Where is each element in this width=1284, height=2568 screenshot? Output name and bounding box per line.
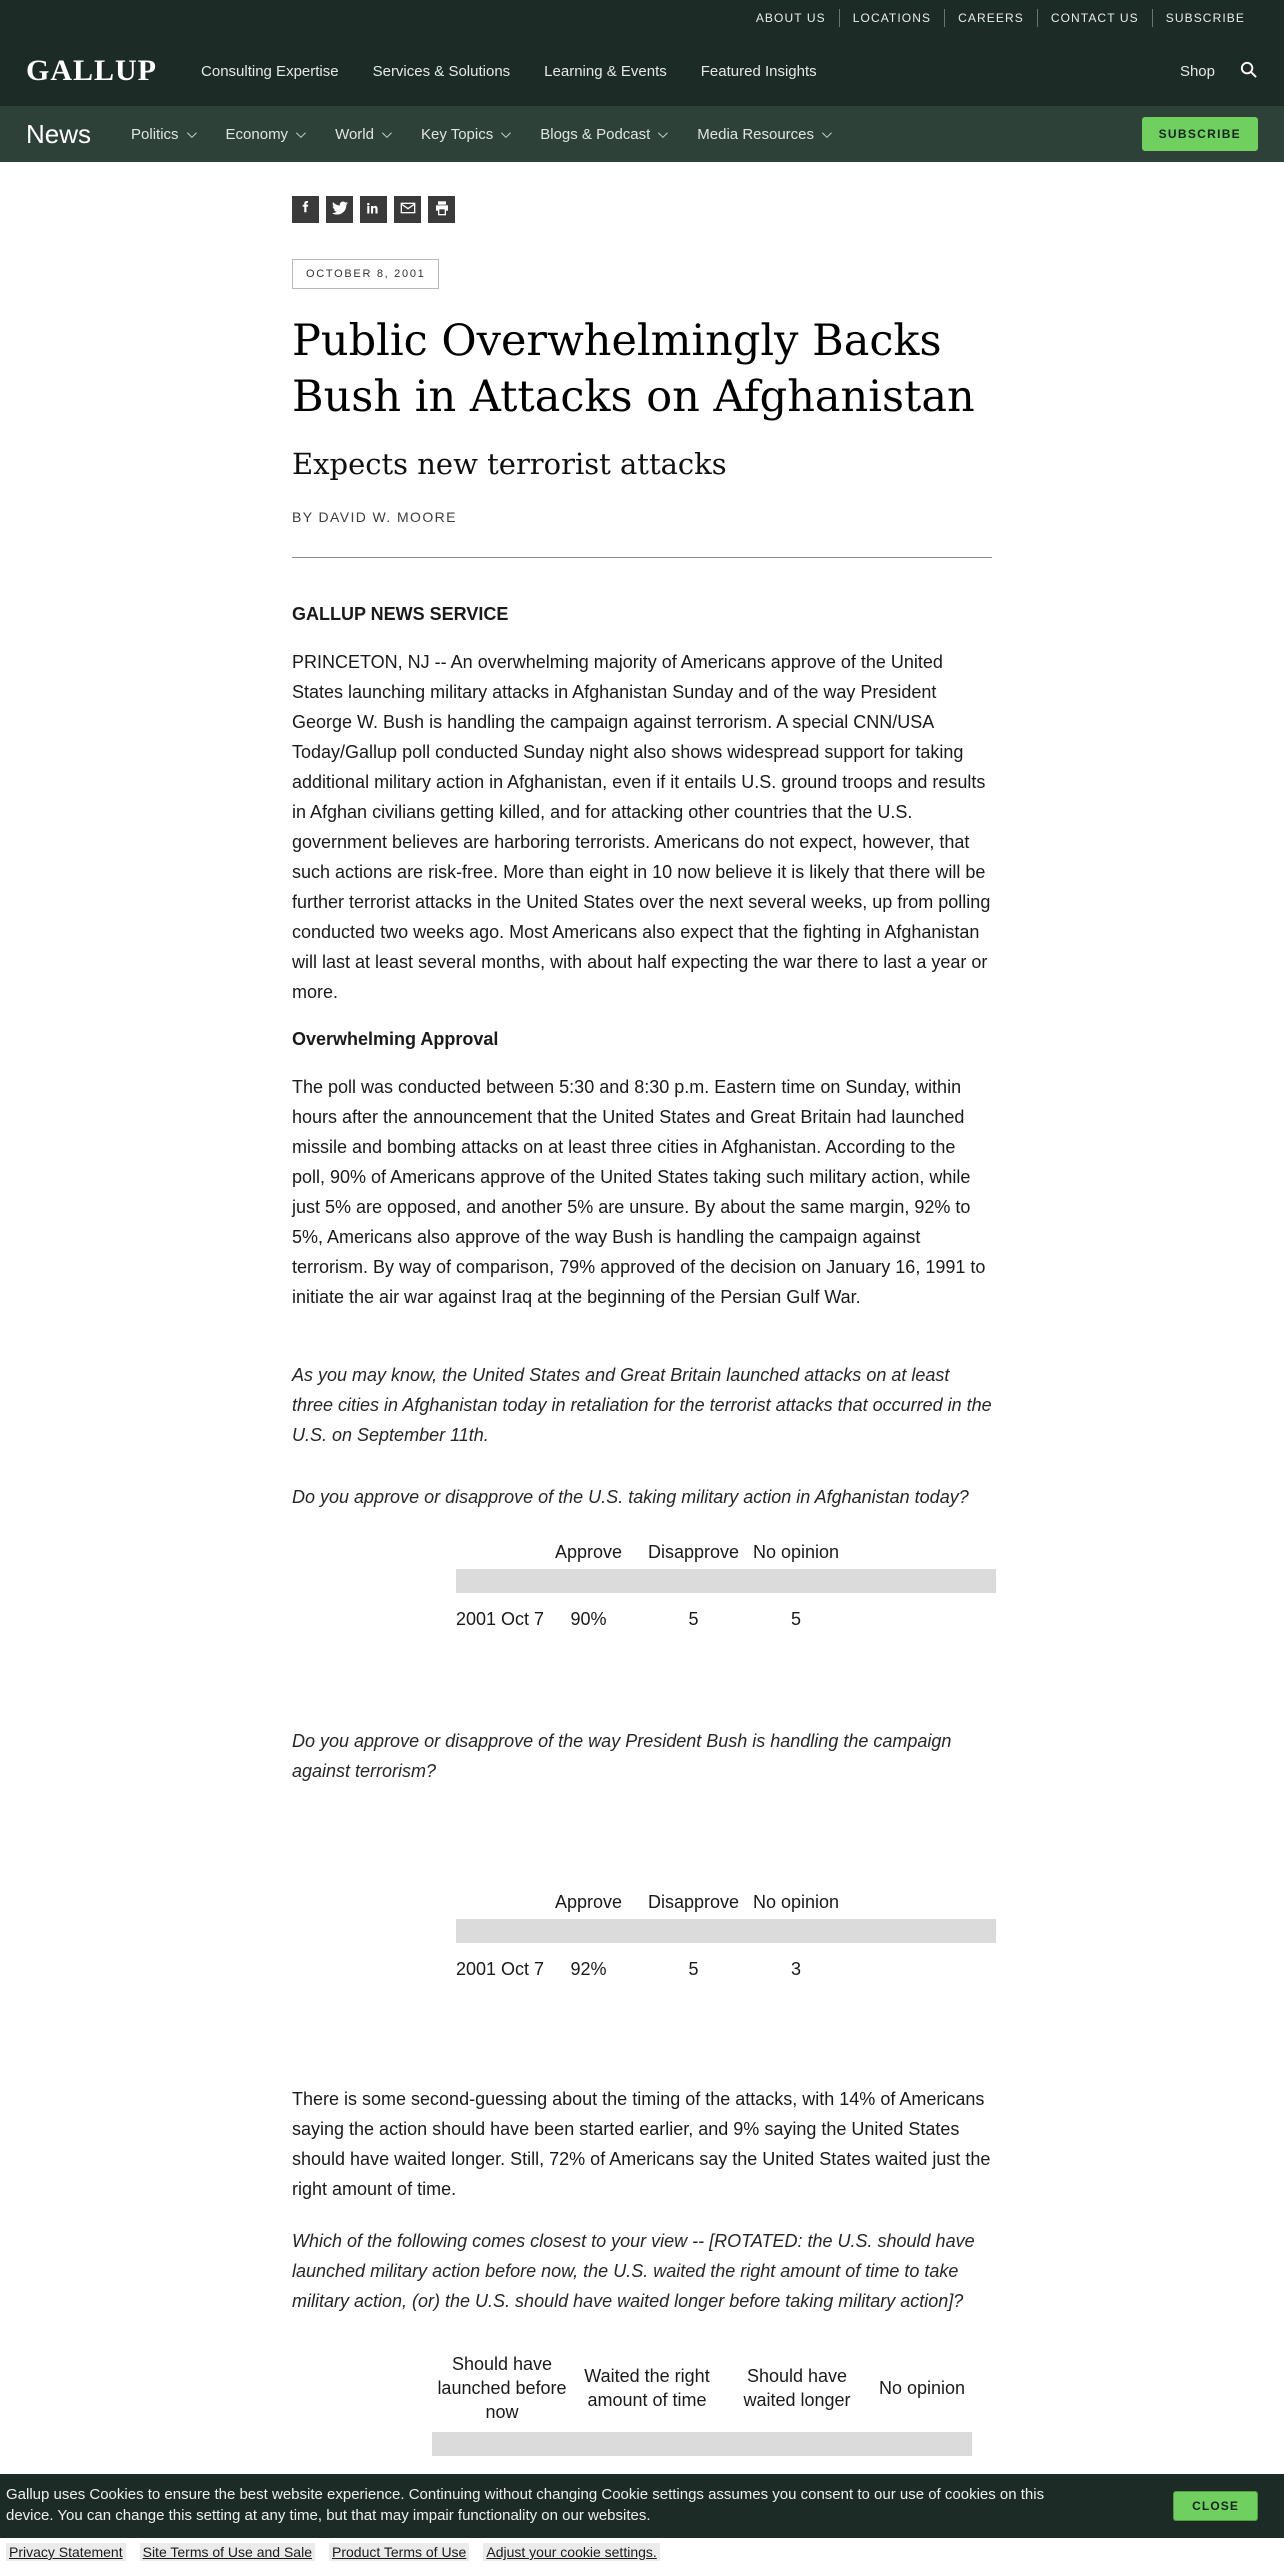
shop-link[interactable]: Shop: [1179, 62, 1215, 80]
news-nav-key-topics[interactable]: [421, 126, 508, 143]
print-icon: [434, 200, 450, 219]
facebook-icon: [298, 201, 313, 219]
poll-table-header: Approve: [554, 1892, 623, 1912]
nav-item-learning-events[interactable]: Learning & Events: [544, 62, 667, 80]
article-paragraph: The poll was conducted between 5:30 and 8:30 p.m. Eastern time on Sunday, within hours after the announcement that the United States and Great Britain had launched missile and bombing attacks on at least three cities in Afghanistan. According to the poll, 90% of Americans approve of the United States taking such military action, while just 5% are opposed, and another 5% are unsure. By about the same margin, 92% to 5%, Americans also approve of the way Bush is handling the campaign against terrorism. By way of comparison, 79% approved of the decision on January 16, 1991 to initiate the air war against Iraq at the beginning of the Persian Gulf War.: [292, 1077, 986, 1307]
poll-table-cell: 5: [688, 1609, 699, 1629]
chevron-down-icon: [501, 128, 511, 138]
nav-item-services-solutions[interactable]: Services & Solutions: [372, 62, 511, 80]
share-twitter-button[interactable]: [326, 196, 353, 223]
news-nav-label: Economy: [225, 125, 289, 143]
poll-question-3: Which of the following comes closest to your view -- [ROTATED: the U.S. should have launched military action before now, the U.S. waited the right amount of time to take military action, (or) the U.S. should have waited longer before taking military action]?: [292, 2231, 975, 2311]
twitter-icon: [332, 200, 348, 219]
poll-question-2: Do you approve or disapprove of the way President Bush is handling the campaign against terrorism?: [292, 1731, 952, 1781]
poll-table-cell: 92%: [570, 1959, 607, 1979]
share-print-button[interactable]: [428, 196, 455, 223]
chevron-down-icon: [186, 128, 196, 138]
poll-table-military-action: [456, 1542, 996, 1630]
poll-table-bar: [456, 1569, 996, 1593]
poll-table-cell: 90%: [570, 1609, 607, 1629]
poll-table-row-label: 2001 Oct 7: [456, 1959, 545, 1979]
poll-table-header-blank: [456, 1542, 536, 1563]
cookie-message: Gallup uses Cookies to ensure the best website experience. Continuing without changing Cookie settings assumes you consent to our use of cookies on this device. You can change this setting at any time, but that may impair functionality on our websites.: [6, 2486, 1045, 2524]
adjust-cookie-settings-link[interactable]: Adjust your cookie settings.: [483, 2543, 659, 2561]
main-nav: [0, 36, 1284, 106]
main-nav-right: [1180, 60, 1258, 82]
poll-table-header: Disapprove: [647, 1542, 740, 1562]
article-paragraph: There is some second-guessing about the timing of the attacks, with 14% of Americans saying the action should have been started earlier, and 9% saying the United States should have waited longer. Still, 72% of Americans say the United States waited just the right amount of time.: [292, 2089, 991, 2199]
news-service-label: GALLUP NEWS SERVICE: [292, 604, 509, 624]
table-row: [456, 1959, 996, 1980]
utility-link-contact-us[interactable]: CONTACT US: [1037, 9, 1152, 27]
poll-table-header-row: [456, 1892, 996, 1913]
poll-table-header: Should have waited longer: [743, 2366, 851, 2410]
news-home-link[interactable]: News: [26, 118, 92, 149]
article-paragraph: PRINCETON, NJ -- An overwhelming majority of Americans approve of the United States launching military attacks in Afghanistan Sunday and of the way President George W. Bush is handling the campaign against terrorism. A special CNN/USA Today/Gallup poll conducted Sunday night also shows widespread support for taking additional military action in Afghanistan, even if it entails U.S. ground troops and results in Afghan civilians getting killed, and for attacking other countries that the U.S. government believes are harboring terrorists. Americans do not expect, however, that such actions are risk-free. More than eight in 10 now believe it is likely that there will be further terrorist attacks in the United States over the next several weeks, up from polling conducted two weeks ago. Most Americans also expect that the fighting in Afghanistan will last at least several months, with about half expecting the war there to last a year or more.: [292, 652, 991, 1002]
news-nav-blogs-podcast[interactable]: [540, 126, 665, 143]
utility-link-about-us[interactable]: ABOUT US: [755, 11, 826, 25]
product-terms-link[interactable]: Product Terms of Use: [329, 2543, 469, 2561]
gallup-logo[interactable]: GALLUP: [26, 54, 158, 87]
search-icon: [1239, 60, 1258, 82]
main-nav-items: [201, 63, 817, 80]
news-nav-label: World: [335, 125, 374, 143]
chevron-down-icon: [382, 128, 392, 138]
email-icon: [400, 200, 416, 219]
poll-table-header-blank: [456, 1892, 536, 1913]
poll-table-header: Waited the right amount of time: [584, 2366, 710, 2410]
site-terms-link[interactable]: Site Terms of Use and Sale: [140, 2543, 315, 2561]
poll-table-cell: 5: [790, 1609, 801, 1629]
news-nav-label: Media Resources: [697, 125, 815, 143]
article-byline: BY DAVID W. MOORE: [292, 509, 457, 525]
privacy-statement-link[interactable]: Privacy Statement: [6, 2543, 126, 2561]
nav-item-featured-insights[interactable]: Featured Insights: [700, 62, 817, 80]
cookie-message-area: [0, 2474, 1284, 2538]
linkedin-icon: [366, 201, 381, 219]
cookie-close-button[interactable]: CLOSE: [1173, 2491, 1258, 2521]
chevron-down-icon: [296, 128, 306, 138]
poll-table-header: No opinion: [878, 2378, 966, 2398]
share-linkedin-button[interactable]: [360, 196, 387, 223]
search-button[interactable]: [1239, 60, 1258, 82]
utility-bar: [0, 0, 1284, 36]
share-facebook-button[interactable]: [292, 196, 319, 223]
news-nav-items: [131, 126, 829, 143]
poll-table-bar: [456, 1919, 996, 1943]
article-paragraph-italic: As you may know, the United States and Great Britain launched attacks on at least three cities in Afghanistan today in retaliation for the terrorist attacks that occurred in the U.S. on September 11th.: [292, 1365, 992, 1445]
utility-link-locations[interactable]: LOCATIONS: [839, 9, 944, 27]
news-nav-label: Politics: [131, 125, 179, 143]
article-date-badge: OCTOBER 8, 2001: [292, 259, 439, 289]
article-title: Public Overwhelmingly Backs Bush in Attacks on Afghanistan: [292, 316, 975, 422]
poll-table-header: Approve: [554, 1542, 623, 1562]
poll-table-header: Should have launched before now: [437, 2354, 567, 2422]
table-row: [456, 1609, 996, 1630]
poll-table-bar: [432, 2432, 972, 2456]
news-bar: [0, 106, 1284, 162]
nav-item-consulting-expertise[interactable]: Consulting Expertise: [201, 62, 339, 80]
chevron-down-icon: [822, 128, 832, 138]
utility-link-careers[interactable]: CAREERS: [944, 9, 1037, 27]
share-row: [292, 196, 992, 223]
article: [292, 162, 992, 2456]
poll-table-bush-handling: [456, 1892, 996, 1980]
poll-question-1: Do you approve or disapprove of the U.S. taking military action in Afghanistan today?: [292, 1487, 969, 1507]
article-subtitle: Expects new terrorist attacks: [292, 447, 727, 481]
news-nav-world[interactable]: [335, 126, 389, 143]
utility-link-subscribe[interactable]: SUBSCRIBE: [1152, 9, 1258, 27]
divider: [292, 557, 992, 558]
news-nav-label: Blogs & Podcast: [540, 125, 651, 143]
section-heading-overwhelming-approval: Overwhelming Approval: [292, 1029, 499, 1049]
cookie-links-row: [0, 2538, 1284, 2568]
news-nav-economy[interactable]: [226, 126, 304, 143]
news-nav-media-resources[interactable]: [697, 126, 829, 143]
news-nav-label: Key Topics: [420, 125, 494, 143]
poll-table-row-label: 2001 Oct 7: [456, 1609, 545, 1629]
subscribe-button[interactable]: SUBSCRIBE: [1142, 117, 1258, 151]
chevron-down-icon: [658, 128, 668, 138]
poll-table-timing: [432, 2352, 972, 2456]
poll-table-header-row: [456, 1542, 996, 1563]
poll-table-header-row: [432, 2352, 972, 2424]
poll-table-header: No opinion: [752, 1892, 840, 1912]
poll-table-header: Disapprove: [647, 1892, 740, 1912]
news-nav-politics[interactable]: [131, 126, 194, 143]
poll-table-header: No opinion: [752, 1542, 840, 1562]
poll-table-cell: 5: [688, 1959, 699, 1979]
poll-table-cell: 3: [790, 1959, 801, 1979]
share-email-button[interactable]: [394, 196, 421, 223]
cookie-banner: [0, 2474, 1284, 2568]
